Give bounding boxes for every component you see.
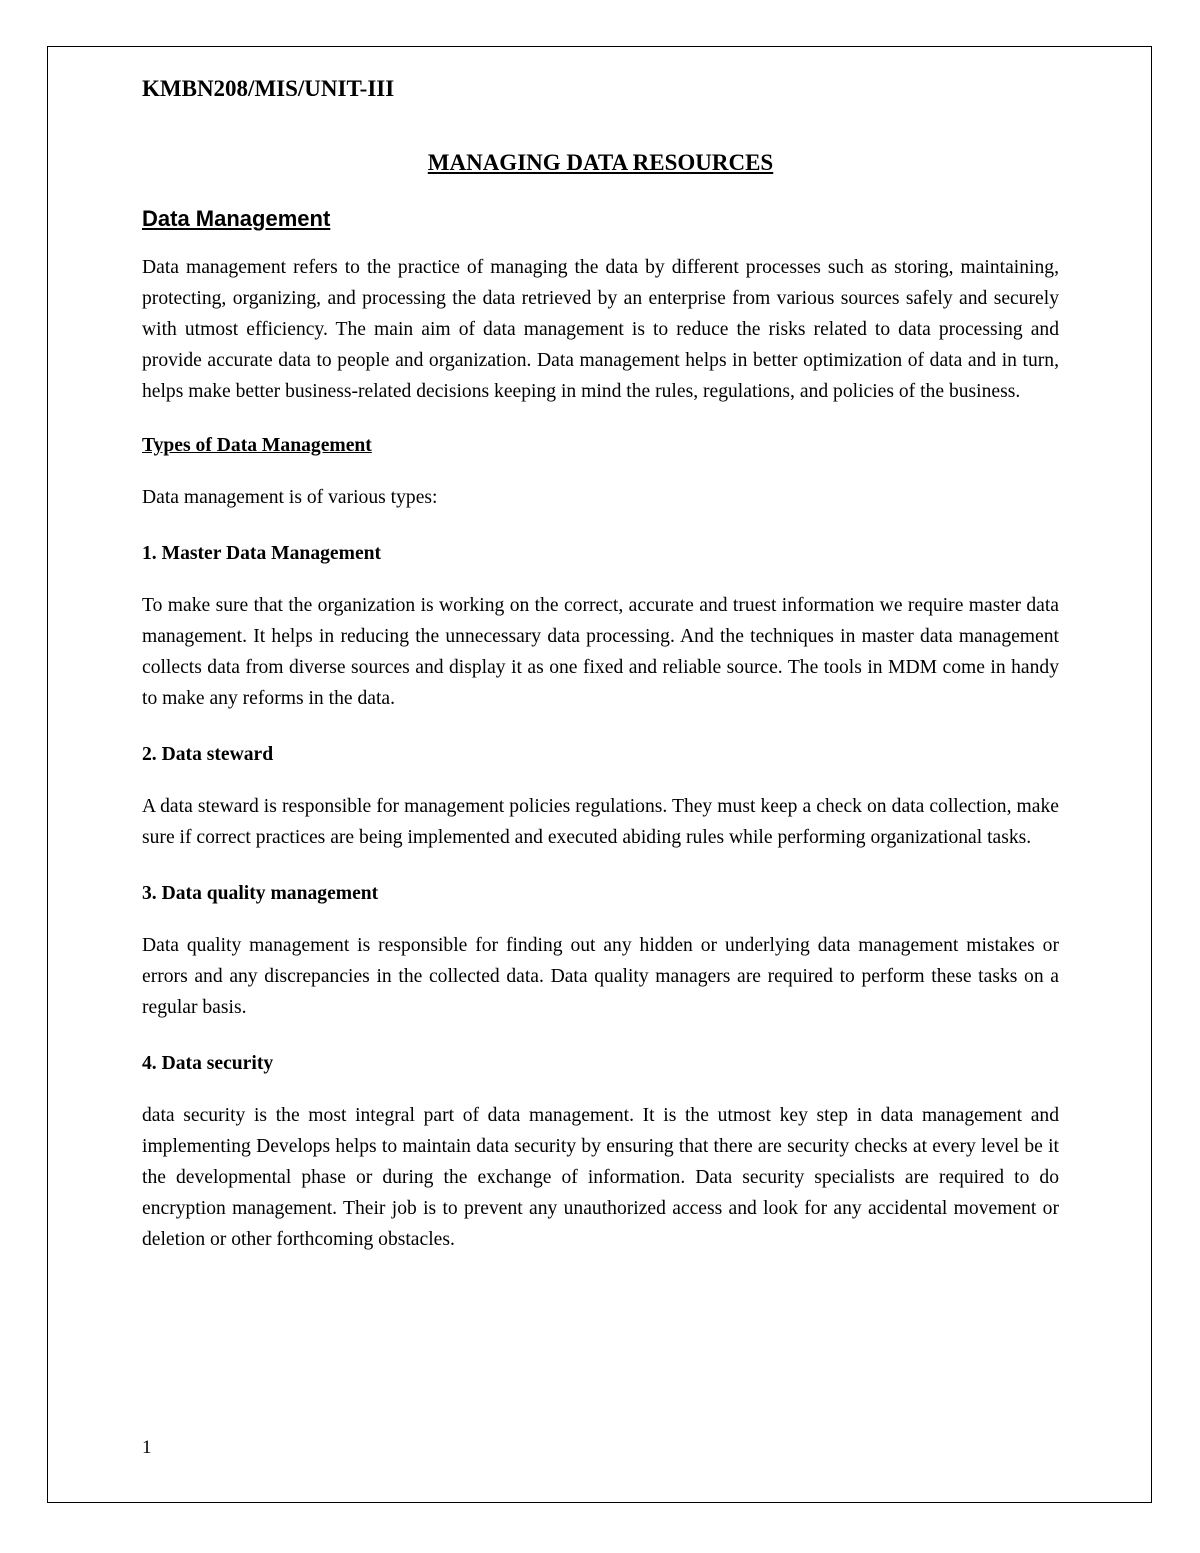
intro-paragraph: Data management refers to the practice of managing the data by different processes such as storing, maintaining, protecting, organizing, and processing the data retrieved by an enterprise from various sources safely and securely with utmost efficiency. The main aim of data management is to reduce the risks related to data processing and provide accurate data to people and organization. Data management helps in better optimization of data and in turn, helps make better business-related decisions keeping in mind the rules, regulations, and policies of the business. [142,257,1059,402]
item-body-data-steward: A data steward is responsible for management policies regulations. They must keep a check on data collection, make sure if correct practices are being implemented and executed abiding rules while performing organizational tasks. [142,796,1059,848]
document-content [142,72,1059,1255]
section-heading: Data Management [142,206,331,231]
item-body-master-data: To make sure that the organization is working on the correct, accurate and truest information we require master data management. It helps in reducing the unnecessary data processing. And the techniques in master data management collects data from diverse sources and display it as one fixed and reliable source. The tools in MDM come in handy to make any reforms in the data. [142,595,1059,709]
item-heading-data-quality: 3. Data quality management [142,883,379,904]
page-title: MANAGING DATA RESOURCES [427,150,774,175]
types-intro: Data management is of various types: [142,487,438,508]
document-code: KMBN208/MIS/UNIT-III [142,76,395,101]
item-heading-data-security: 4. Data security [142,1053,274,1074]
page-number: 1 [142,1437,152,1458]
item-heading-data-steward: 2. Data steward [142,744,274,765]
item-body-data-security: data security is the most integral part of data management. It is the utmost key step in data management and implementing Develops helps to maintain data security by ensuring that there are security checks at every level be it the developmental phase or during the exchange of information. Data security specialists are required to do encryption management. Their job is to prevent any unauthorized access and look for any accidental movement or deletion or other forthcoming obstacles. [142,1105,1059,1250]
types-heading: Types of Data Management [142,435,372,456]
item-heading-master-data: 1. Master Data Management [142,543,382,564]
item-body-data-quality: Data quality management is responsible for finding out any hidden or underlying data management mistakes or errors and any discrepancies in the collected data. Data quality managers are required to perform these tasks on a regular basis. [142,935,1059,1018]
